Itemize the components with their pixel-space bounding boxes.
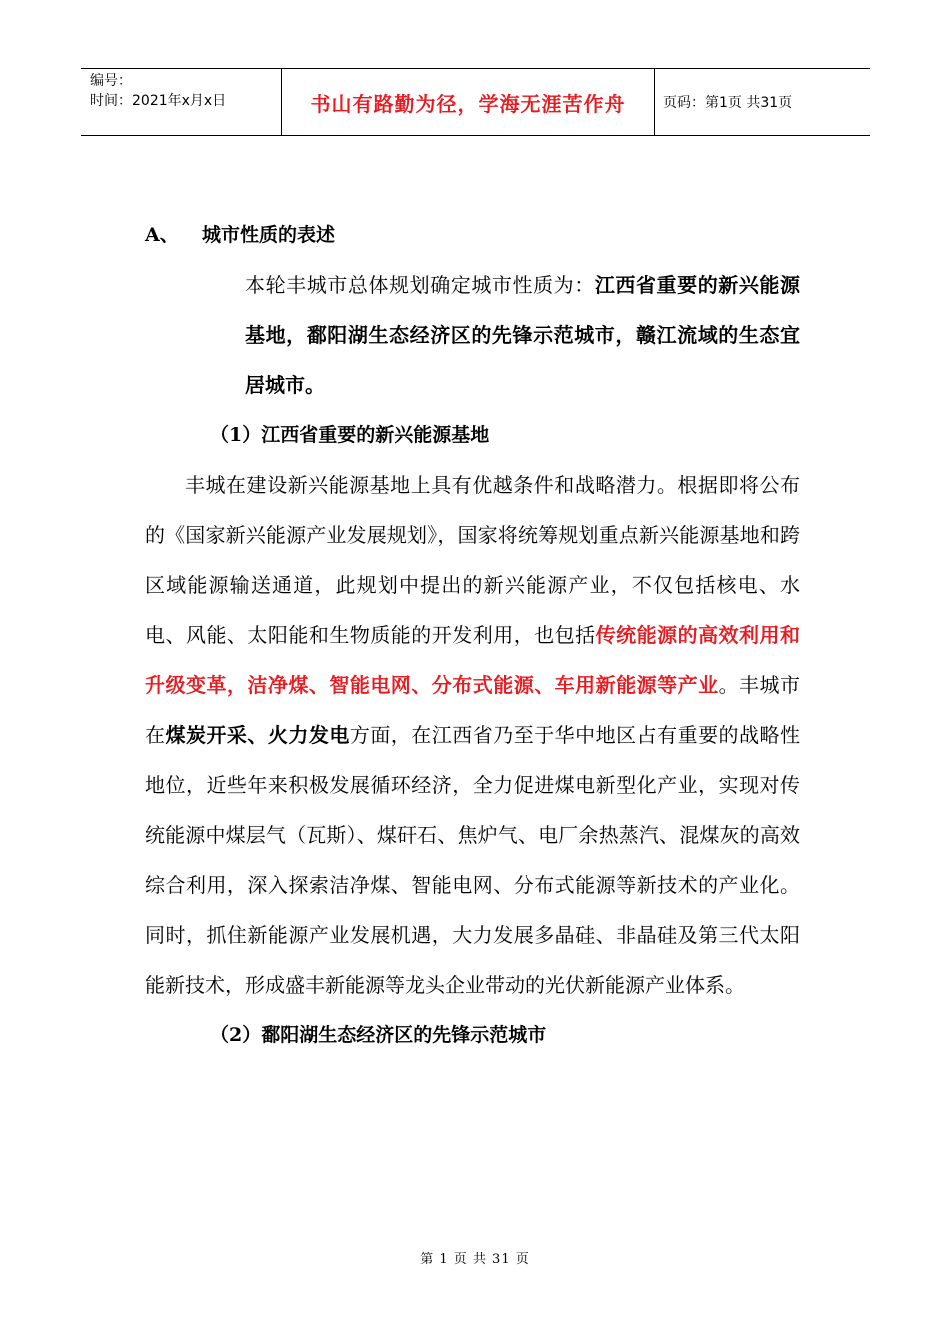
bold-coal-power: 煤炭开采、火力发电	[165, 723, 350, 747]
document-time: 时间：2021年x月x日	[90, 93, 227, 109]
document-body	[145, 210, 800, 1060]
document-number: 编号：	[90, 73, 132, 89]
subsection-1-title: （1）江西省重要的新兴能源基地	[210, 424, 490, 446]
para-text-1: 丰城在建设新兴能源基地上具有优越条件和战略潜力。根据即将公布的《国家新兴能源产业发展规划》，国家将统筹规划重点新兴能源基地和跨区域能源输送通道，此规划中提出的新兴能源产业，不仅包括核电、水电、风能、太阳能和生物质能的开发利用，也包括	[145, 473, 800, 647]
page-header	[81, 68, 870, 136]
subsection-2-title: （2）鄱阳湖生态经济区的先锋示范城市	[210, 1024, 547, 1046]
section-heading	[145, 210, 800, 260]
para-text-2: 。丰城市在	[145, 673, 801, 747]
subsection-1-paragraph	[145, 460, 800, 1010]
highlighted-industries: 传统能源的高效利用和升级变革，洁净煤、智能电网、分布式能源、车用新能源等产业	[145, 623, 801, 697]
section-title: 城市性质的表述	[202, 224, 336, 246]
city-nature-statement: 江西省重要的新兴能源基地，鄱阳湖生态经济区的先锋示范城市，赣江流域的生态宜居城市。	[245, 273, 801, 397]
section-number: A、	[145, 224, 179, 246]
intro-lead: 本轮丰城市总体规划确定城市性质为：	[245, 273, 595, 297]
para-text-3: 方面，在江西省乃至于华中地区占有重要的战略性地位，近些年来积极发展循环经济，全力促进煤电新型化产业，实现对传统能源中煤层气（瓦斯）、煤矸石、焦炉气、电厂余热蒸汽、混煤灰的高效综合利用，深入探索洁净煤、智能电网、分布式能源等新技术的产业化。同时，抓住新能源产业发展机遇，大力发展多晶硅、非晶硅及第三代太阳能新技术，形成盛丰新能源等龙头企业带动的光伏新能源产业体系。	[145, 723, 801, 997]
header-meta	[81, 69, 282, 135]
header-motto: 书山有路勤为径，学海无涯苦作舟	[282, 69, 655, 135]
page-footer: 第 1 页 共 31 页	[420, 1252, 530, 1267]
header-page-number: 页码：第1页 共31页	[663, 95, 793, 111]
intro-paragraph	[145, 260, 800, 410]
